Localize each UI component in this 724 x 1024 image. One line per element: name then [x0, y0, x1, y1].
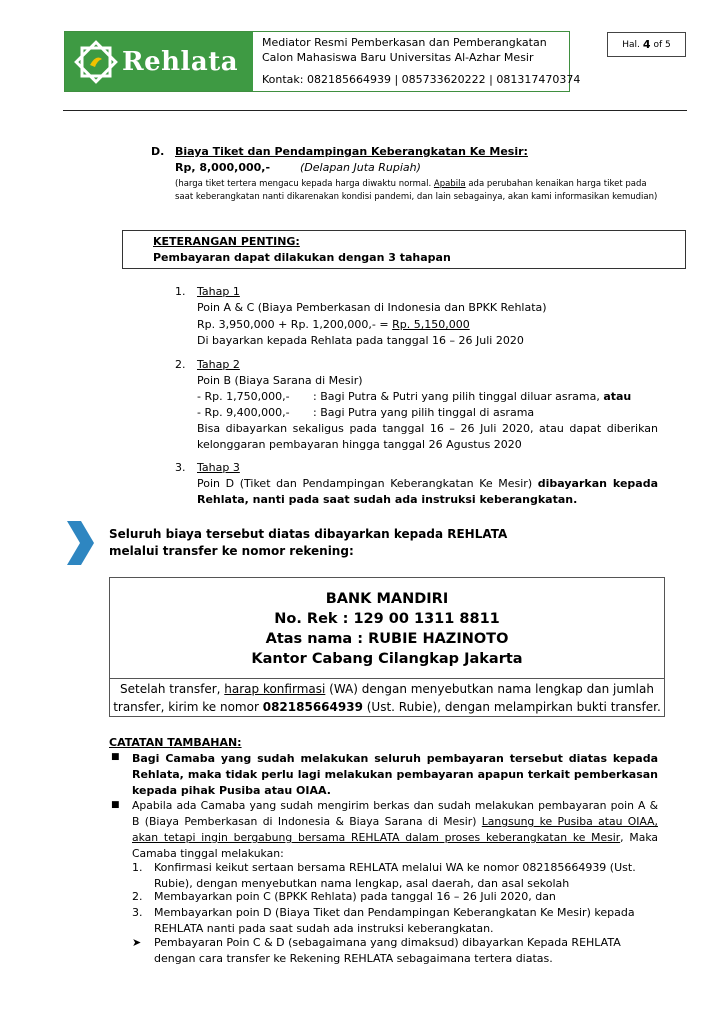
bank-note-2: transfer, kirim ke nomor 082185664939 (Ust. Rubie), dengan melampirkan bukti transfer. [113, 700, 661, 714]
tahap1-line3: Di bayarkan kepada Rehlata pada tanggal 16 – 26 Juli 2020 [197, 334, 524, 347]
tahap2-row2-amount: - Rp. 9,400,000,- [197, 406, 290, 419]
tahap3-paragraph: Poin D (Tiket dan Pendampingan Keberangkatan Ke Mesir) dibayarkan kepada Rehlata, nanti pada saat sudah ada instruksi keberangkatan. [197, 477, 658, 506]
tahap2-num: 2. [175, 358, 186, 371]
tahap3-num: 3. [175, 461, 186, 474]
transfer-line-1: Seluruh biaya tersebut diatas dibayarkan kepada REHLATA [109, 527, 508, 541]
tahap2-row1-amount: - Rp. 1,750,000,- [197, 390, 290, 403]
bank-branch: Kantor Cabang Cilangkap Jakarta [251, 651, 523, 667]
page-number-box [607, 32, 686, 57]
list-item: Membayarkan poin C (BPKK Rehlata) pada tanggal 16 – 26 Juli 2020, dan [154, 890, 556, 903]
page-suffix: of 5 [653, 39, 671, 50]
tahap2-title: Tahap 2 [197, 358, 240, 371]
arrow-bullet-icon: ➤ [132, 936, 142, 949]
section-letter: D. [151, 145, 165, 158]
chevron-right-icon [67, 521, 94, 565]
catatan-title: CATATAN TAMBAHAN: [109, 736, 242, 749]
amount-words: (Delapan Juta Rupiah) [300, 161, 421, 174]
list-item-num: 2. [132, 890, 143, 903]
price-note-2: saat keberangkatan nanti dikarenakan kondisi pandemi, dan lain sebagainya, akan kami informasikan kemudian) [175, 192, 658, 202]
catatan-bullet-2: Apabila ada Camaba yang sudah mengirim berkas dan sudah melakukan pembayaran poin A & B (Biaya Pemberkasan di Indonesia & Biaya Sarana di Mesir) Langsung ke Pusiba atau OIAA, akan tetapi ingin bergabung bersama REHLATA dalam proses keberangkatan ke Mesir, Maka Camaba tinggal melakukan: [132, 799, 658, 860]
tahap2-row1-desc: : Bagi Putra & Putri yang pilih tinggal diluar asrama, atau [313, 390, 632, 403]
tahap1-line1: Poin A & C (Biaya Pemberkasan di Indonesia dan BPKK Rehlata) [197, 301, 547, 314]
tahap3-title: Tahap 3 [197, 461, 240, 474]
bullet-square-icon: ■ [111, 752, 120, 762]
bank-name: BANK MANDIRI [325, 591, 449, 607]
bank-account-holder: Atas nama : RUBIE HAZINOTO [265, 631, 509, 647]
section-title: Biaya Tiket dan Pendampingan Keberangkatan Ke Mesir: [175, 145, 528, 158]
keterangan-title: KETERANGAN PENTING: [153, 235, 300, 248]
transfer-line-2: melalui transfer ke nomor rekening: [109, 544, 354, 558]
tahap1-num: 1. [175, 285, 186, 298]
tahap1-line2: Rp. 3,950,000 + Rp. 1,200,000,- = Rp. 5,150,000 [197, 318, 470, 331]
price-note-1: (harga tiket tertera mengacu kepada harga diwaktu normal. Apabila ada perubahan kenaikan harga tiket pada [175, 179, 647, 189]
tahap2-paragraph: Bisa dibayarkan sekaligus pada tanggal 16 – 26 Juli 2020, atau dapat diberikan kelonggaran pembayaran hingga tanggal 26 Agustus 2020 [197, 422, 658, 451]
bank-account-number: No. Rek : 129 00 1311 8811 [274, 611, 500, 627]
list-item: Membayarkan poin D (Biaya Tiket dan Pendampingan Keberangkatan Ke Mesir) kepada REHLATA nanti pada saat sudah ada instruksi keberangkatan. [154, 906, 635, 935]
keterangan-subtitle: Pembayaran dapat dilakukan dengan 3 tahapan [153, 251, 451, 264]
bank-divider [110, 678, 664, 679]
bullet-square-icon: ■ [111, 800, 120, 810]
logo-text: Rehlata [122, 47, 239, 77]
list-item-num: 3. [132, 906, 143, 919]
page-number: 4 [642, 38, 651, 51]
page-prefix: Hal. [622, 39, 640, 50]
tahap2-line1: Poin B (Biaya Sarana di Mesir) [197, 374, 363, 387]
tahap2-row2-desc: : Bagi Putra yang pilih tinggal di asrama [313, 406, 535, 419]
list-item: Konfirmasi keikut sertaan bersama REHLATA melalui WA ke nomor 082185664939 (Ust. Rubie), dengan menyebutkan nama lengkap, asal daerah, dan asal sekolah [154, 861, 636, 890]
arrow-list-item: Pembayaran Poin C & D (sebagaimana yang dimaksud) dibayarkan Kepada REHLATA dengan cara transfer ke Rekening REHLATA sebagaimana tertera diatas. [154, 936, 621, 965]
logo-emblem-icon [74, 40, 118, 84]
tahap1-title: Tahap 1 [197, 285, 240, 298]
header-line-1: Mediator Resmi Pemberkasan dan Pemberangkatan [262, 36, 547, 49]
amount: Rp, 8,000,000,- [175, 161, 271, 174]
header-line-2: Calon Mahasiswa Baru Universitas Al-Azhar Mesir [262, 51, 534, 64]
catatan-bullet-1: Bagi Camaba yang sudah melakukan seluruh pembayaran tersebut diatas kepada Rehlata, maka tidak perlu lagi melakukan pembayaran apapun terkait pemberkasan kepada pihak Pusiba atau OIAA. [132, 752, 658, 797]
header-contact: Kontak: 082185664939 | 085733620222 | 081317470374 [262, 73, 581, 86]
list-item-num: 1. [132, 861, 143, 874]
header-rule [63, 110, 687, 111]
bank-note-1: Setelah transfer, harap konfirmasi (WA) dengan menyebutkan nama lengkap dan jumlah [120, 682, 654, 696]
